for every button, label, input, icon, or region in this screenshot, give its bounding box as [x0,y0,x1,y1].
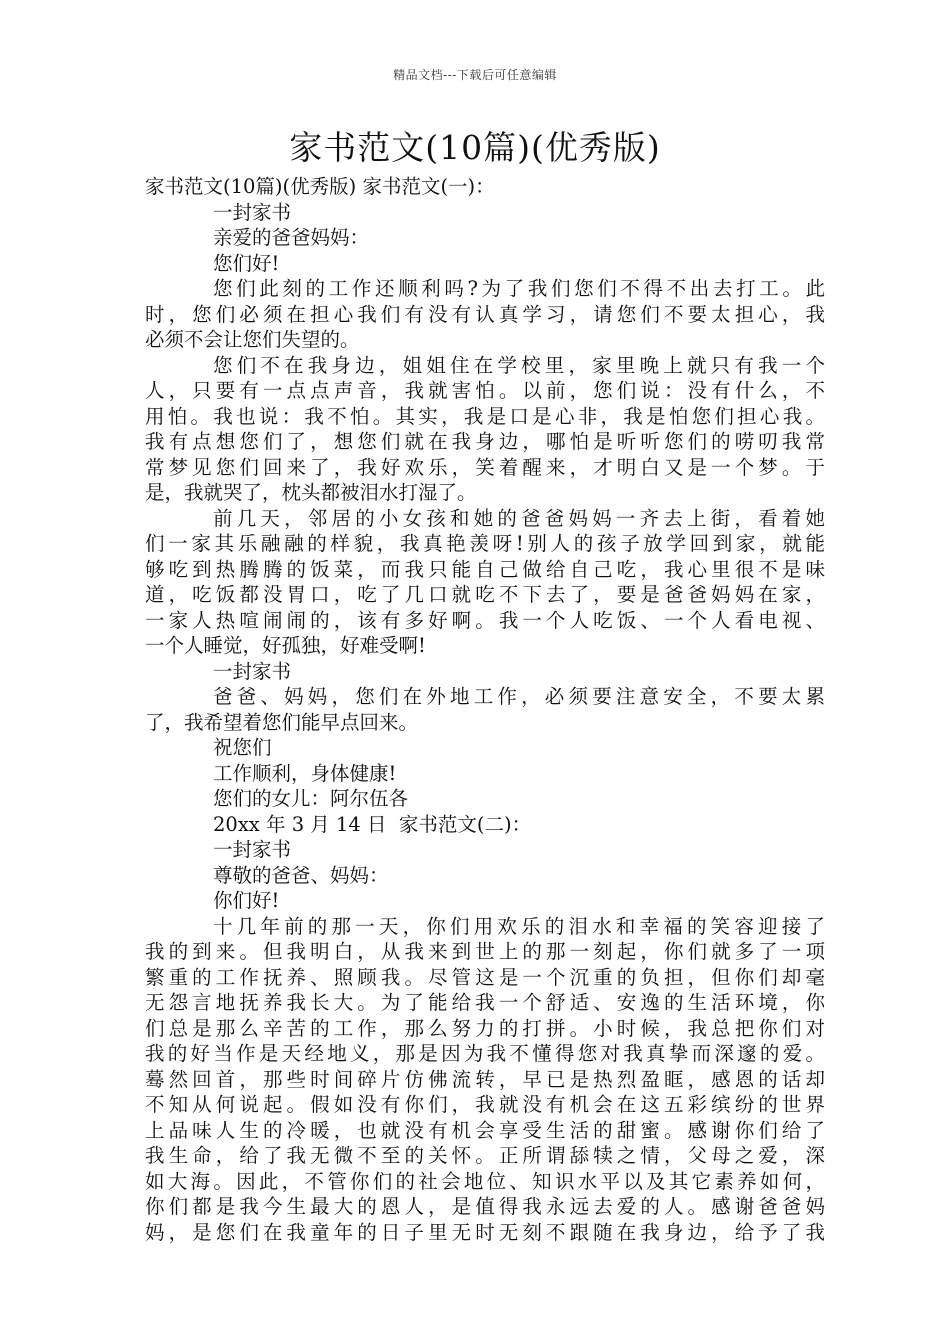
document-body [145,174,825,1245]
text-line: 一个人睡觉，好孤独，好难受啊! [145,634,426,657]
text-line: 是，我就哭了，枕头都被泪水打湿了。 [145,481,477,504]
text-line: 您们不在我身边，姐姐住在学校里，家里晚上就只有我一个 [213,353,825,377]
text-line: 家书范文(10篇)(优秀版) 家书范文(一)： [145,175,495,198]
text-line: 前几天，邻居的小女孩和她的爸爸妈妈一齐去上街，看着她 [213,506,825,530]
text-line: 一封家书 [213,659,292,683]
text-line: 了，我希望着您们能早点回来。 [145,710,419,734]
text-line: 妈，是您们在我童年的日子里无时无刻不跟随在我身边，给予了我 [145,1220,825,1244]
text-line: 你们好! [213,889,280,912]
text-line: 20xx 年 3 月 14 日 家书范文(二)： [213,812,532,836]
text-line: 常梦见您们回来了，我好欢乐，笑着醒来，才明白又是一个梦。于 [145,455,825,479]
text-line: 上品味人生的冷暖，也就没有机会享受生活的甜蜜。感谢你们给了 [145,1118,825,1142]
text-line: 蓦然回首，那些时间碎片仿佛流转，早已是热烈盈眶，感恩的话却 [145,1067,825,1091]
header-note: 精品文档---下载后可任意编辑 [393,68,557,82]
text-line: 工作顺利，身体健康! [213,761,397,785]
text-line: 十几年前的那一天，你们用欢乐的泪水和幸福的笑容迎接了 [213,914,825,938]
text-line: 尊敬的爸爸、妈妈： [213,863,389,887]
text-line: 繁重的工作抚养、照顾我。尽管这是一个沉重的负担，但你们却毫 [145,965,825,989]
document-title: 家书范文(10篇)(优秀版) [289,128,661,167]
text-line: 我的好当作是天经地义，那是因为我不懂得您对我真挚而深邃的爱。 [145,1042,825,1065]
text-line: 时，您们必须在担心我们有没有认真学习，请您们不要太担心，我 [145,302,825,326]
text-line: 你们都是我今生最大的恩人，是值得我永远去爱的人。感谢爸爸妈 [145,1195,825,1218]
text-line: 祝您们 [213,736,272,759]
text-line: 道，吃饭都没胃口，吃了几口就吃不下去了，要是爸爸妈妈在家， [145,583,825,606]
text-line: 您们好! [213,251,280,275]
text-line: 我有点想您们了，想您们就在我身边，哪怕是听听您们的唠叨我常 [145,430,825,453]
text-line: 人，只要有一点点声音，我就害怕。以前，您们说：没有什么，不 [145,379,825,402]
text-line: 无怨言地抚养我长大。为了能给我一个舒适、安逸的生活环境，你 [145,991,825,1014]
text-line: 爸爸、妈妈，您们在外地工作，必须要注意安全，不要太累 [213,685,825,708]
text-line: 我生命，给了我无微不至的关怀。正所谓舔犊之情，父母之爱，深 [145,1144,825,1167]
text-line: 一封家书 [213,200,292,224]
text-line: 您们此刻的工作还顺利吗?为了我们您们不得不出去打工。此 [213,277,825,300]
text-line: 们一家其乐融融的样貌，我真艳羡呀!别人的孩子放学回到家，就能 [145,532,825,555]
text-line: 一家人热喧闹闹的，该有多好啊。我一个人吃饭、一个人看电视、 [145,608,825,632]
text-line: 够吃到热腾腾的饭菜，而我只能自己做给自己吃，我心里很不是味 [145,557,825,581]
text-line: 不知从何说起。假如没有你们，我就没有机会在这五彩缤纷的世界 [145,1093,825,1116]
text-line: 如大海。因此，不管你们的社会地位、知识水平以及其它素养如何， [145,1169,825,1193]
text-line: 们总是那么辛苦的工作，那么努力的打拼。小时候，我总把你们对 [145,1016,825,1040]
text-line: 一封家书 [213,838,292,861]
text-line: 亲爱的爸爸妈妈： [213,226,370,249]
text-line: 必须不会让您们失望的。 [145,328,360,351]
text-line: 您们的女儿：阿尔伍各 [213,787,409,810]
text-line: 用怕。我也说：我不怕。其实，我是口是心非，我是怕您们担心我。 [145,404,825,428]
text-line: 我的到来。但我明白，从我来到世上的那一刻起，你们就多了一项 [145,940,825,963]
